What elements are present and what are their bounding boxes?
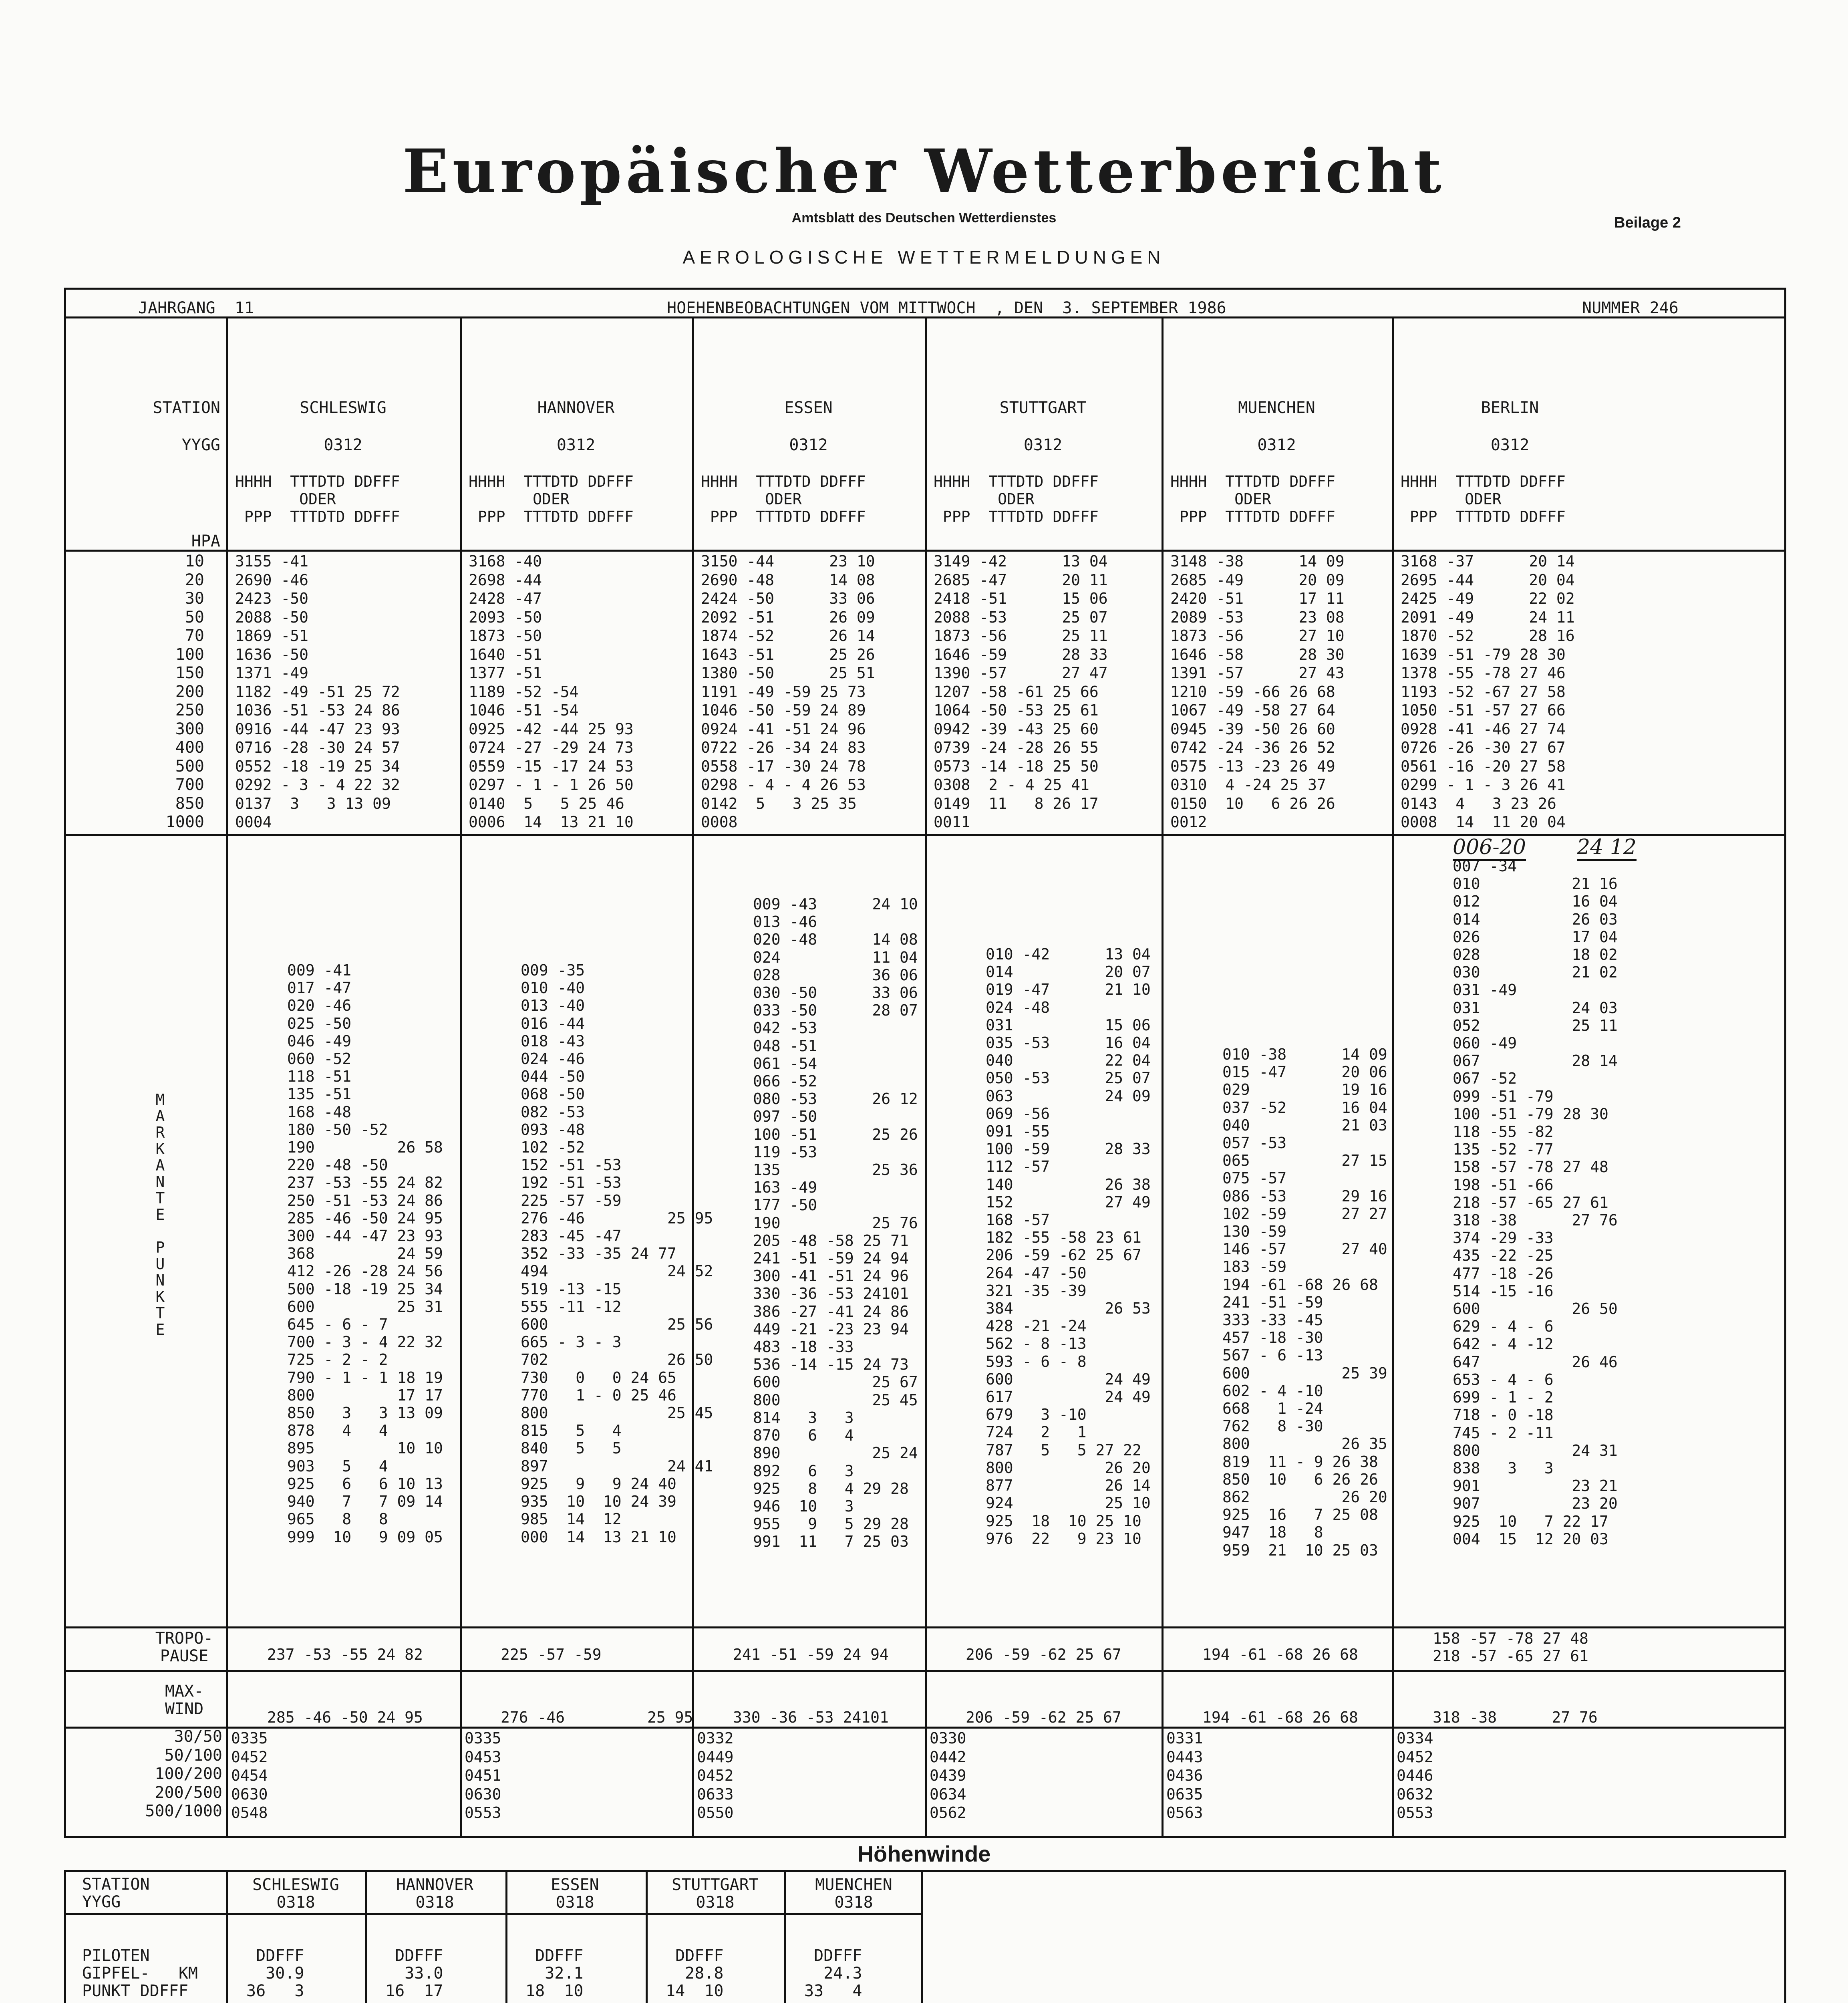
infobar-date: HOEHENBEOBACHTUNGEN VOM MITTWOCH , DEN 3. SEPTEMBER 1986 <box>667 299 1226 317</box>
handwritten-correction-wind: 24 12 <box>1577 835 1637 861</box>
maxwind-values: 330 -36 -53 24101 <box>733 1709 889 1726</box>
row-divider <box>64 1670 1786 1672</box>
markante-punkte-label: M A R K A N T E P U N K T E <box>155 1091 165 1338</box>
layer-thickness-values: 0334 0452 0446 0632 0553 <box>1397 1729 1433 1822</box>
maxwind-label: MAX- WIND <box>165 1682 204 1718</box>
station-yygg: 0312 <box>324 436 362 454</box>
tropopause-values: 237 -53 -55 24 82 <box>267 1646 423 1663</box>
column-header: HHHH TTTDTD DDFFF ODER PPP TTTDTD DDFFF <box>235 473 400 526</box>
significant-levels: 007 -34 010 21 16 012 16 04 014 26 03 026 17 04 028 18 02 030 21 02 031 -49 031 24 03 052 25 11 060 -49 067 28 14 067 -52 099 -51 -79 100 -51 -79 28 30 118 -55 -82 135 -52 -77 158 -57 -78 27 48 198 -51 -66 218 -57 -65 27 61 318 -38 27 76 374 -29 -33 435 -22 -25 477 -18 -26 514 -15 -16 600 26 50 629 - 4 - 6 642 - 4 -12 647 26 46 653 - 4 - 6 699 - 1 - 2 718 - 0 -18 745 - 2 -11 800 24 31 838 3 3 901 23 21 907 23 20 925 10 7 22 17 004 15 12 20 03 <box>1453 857 1618 1548</box>
tropopause-values: 194 -61 -68 26 68 <box>1202 1646 1358 1663</box>
station-name: HANNOVER <box>537 399 615 417</box>
column-divider <box>1162 316 1164 1838</box>
hw-station-yygg: 0318 <box>834 1893 873 1912</box>
station-name: SCHLESWIG <box>300 399 387 417</box>
layer-thickness-values: 0331 0443 0436 0635 0563 <box>1166 1729 1203 1822</box>
column-divider <box>226 316 228 1838</box>
row-divider <box>64 1727 1786 1729</box>
standard-levels: 3149 -42 13 04 2685 -47 20 11 2418 -51 15 06 2088 -53 25 07 1873 -56 25 11 1646 -59 28 33 1390 -57 27 47 1207 -58 -61 25 66 1064 -50 -53 25 61 0942 -39 -43 25 60 0739 -24 -28 26 55 0573 -14 -18 25 50 0308 2 - 4 25 41 0149 11 8 26 17 0011 <box>934 552 1108 831</box>
handwritten-correction: 006-20 <box>1453 835 1526 861</box>
station-name: BERLIN <box>1481 399 1539 417</box>
station-yygg: 0312 <box>789 436 828 454</box>
yygg-label: YYGG <box>181 436 220 454</box>
hw-station-name: MUENCHEN <box>815 1876 892 1894</box>
hw-piloten-label: PILOTEN GIPFEL- KM PUNKT DDFFF <box>82 1947 198 2000</box>
hw-station-yygg: 0318 <box>556 1893 594 1912</box>
standard-levels: 3150 -44 23 10 2690 -48 14 08 2424 -50 33 06 2092 -51 26 09 1874 -52 26 14 1643 -51 25 26 1380 -50 25 51 1191 -49 -59 25 73 1046 -50 -59 24 89 0924 -41 -51 24 96 0722 -26 -34 24 83 0558 -17 -30 24 78 0298 - 4 - 4 26 53 0142 5 3 25 35 0008 <box>701 552 875 831</box>
significant-levels: 009 -41 017 -47 020 -46 025 -50 046 -49 060 -52 118 -51 135 -51 168 -48 180 -50 -52 190 26 58 220 -48 -50 237 -53 -55 24 82 250 -51 -53 24 86 285 -46 -50 24 95 300 -44 -47 23 93 368 24 59 412 -26 -28 24 56 500 -18 -19 25 34 600 25 31 645 - 6 - 7 700 - 3 - 4 22 32 725 - 2 - 2 790 - 1 - 1 18 19 800 17 17 850 3 3 13 09 878 4 4 895 10 10 903 5 4 925 6 6 10 13 940 7 7 09 14 965 8 8 999 10 9 09 05 <box>287 961 443 1546</box>
hw-station-yygg: 0318 <box>276 1893 315 1912</box>
tropopause-values: 206 -59 -62 25 67 <box>966 1646 1121 1663</box>
column-header: HHHH TTTDTD DDFFF ODER PPP TTTDTD DDFFF <box>701 473 866 526</box>
hw-station-yygg: 0318 <box>415 1893 454 1912</box>
page-subtitle: Amtsblatt des Deutschen Wetterdienstes <box>791 210 1057 226</box>
maxwind-values: 276 -46 25 95 <box>501 1709 693 1726</box>
hw-station-name: ESSEN <box>551 1876 599 1894</box>
tropopause-values: 158 -57 -78 27 48 218 -57 -65 27 61 <box>1433 1630 1588 1665</box>
column-header: HHHH TTTDTD DDFFF ODER PPP TTTDTD DDFFF <box>1401 473 1566 526</box>
station-name: ESSEN <box>784 399 833 417</box>
hw-station-yygg: 0318 <box>696 1893 735 1912</box>
station-yygg: 0312 <box>1023 436 1063 454</box>
maxwind-values: 194 -61 -68 26 68 <box>1202 1709 1358 1726</box>
row-divider <box>64 1626 1786 1628</box>
layer-thickness-values: 0335 0453 0451 0630 0553 <box>465 1729 501 1822</box>
station-label: STATION <box>153 399 220 417</box>
hw-station-label: STATION YYGG <box>82 1875 150 1911</box>
layer-thickness-labels: 30/50 50/100 100/200 200/500 500/1000 <box>145 1727 222 1820</box>
beilage-label: Beilage 2 <box>1614 214 1681 231</box>
standard-levels: 3155 -41 2690 -46 2423 -50 2088 -50 1869 -51 1636 -50 1371 -49 1182 -49 -51 25 72 1036 -51 -53 24 86 0916 -44 -47 23 93 0716 -28 -30 24 57 0552 -18 -19 25 34 0292 - 3 - 4 22 32 0137 3 3 13 09 0004 <box>235 552 400 831</box>
hpa-levels: 10 20 30 50 70 100 150 200 250 300 400 500 700 850 1000 <box>165 552 204 831</box>
hw-row-divider <box>64 1913 921 1915</box>
standard-levels: 3148 -38 14 09 2685 -49 20 09 2420 -51 17 11 2089 -53 23 08 1873 -56 27 10 1646 -58 28 30 1391 -57 27 43 1210 -59 -66 26 68 1067 -49 -58 27 64 0945 -39 -50 26 60 0742 -24 -36 26 52 0575 -13 -23 26 49 0310 4 -24 25 37 0150 10 6 26 26 0012 <box>1170 552 1345 831</box>
maxwind-values: 285 -46 -50 24 95 <box>267 1709 423 1726</box>
tropopause-values: 241 -51 -59 24 94 <box>733 1646 889 1663</box>
infobar-nummer: NUMMER 246 <box>1582 299 1679 317</box>
hw-pilot-summit: DDFFF 30.9 36 3 <box>246 1947 304 2000</box>
tropopause-label: TROPO- PAUSE <box>155 1629 213 1665</box>
layer-thickness-values: 0335 0452 0454 0630 0548 <box>231 1729 268 1822</box>
station-name: MUENCHEN <box>1238 399 1315 417</box>
maxwind-values: 318 -38 27 76 <box>1433 1709 1598 1726</box>
section-title: AEROLOGISCHE WETTERMELDUNGEN <box>682 247 1166 268</box>
row-divider <box>64 550 1786 552</box>
standard-levels: 3168 -37 20 14 2695 -44 20 04 2425 -49 22 02 2091 -49 24 11 1870 -52 28 16 1639 -51 -79 28 30 1378 -55 -78 27 46 1193 -52 -67 27 58 1050 -51 -57 27 66 0928 -41 -46 27 74 0726 -26 -30 27 67 0561 -16 -20 27 58 0299 - 1 - 3 26 41 0143 4 3 23 26 0008 14 11 20 04 <box>1401 552 1575 831</box>
station-yygg: 0312 <box>556 436 596 454</box>
column-divider <box>460 316 462 1838</box>
significant-levels: 010 -38 14 09 015 -47 20 06 029 19 16 037 -52 16 04 040 21 03 057 -53 065 27 15 075 -57 086 -53 29 16 102 -59 27 27 130 -59 146 -57 27 40 183 -59 194 -61 -68 26 68 241 -51 -59 333 -33 -45 457 -18 -30 567 - 6 -13 600 25 39 602 - 4 -10 668 1 -24 762 8 -30 800 26 35 819 11 - 9 26 38 850 10 6 26 26 862 26 20 925 16 7 25 08 947 18 8 959 21 10 25 03 <box>1222 1046 1387 1559</box>
hw-pilot-summit: DDFFF 24.3 33 4 <box>804 1947 862 2000</box>
column-divider <box>1392 316 1394 1838</box>
station-yygg: 0312 <box>1490 436 1530 454</box>
column-header: HHHH TTTDTD DDFFF ODER PPP TTTDTD DDFFF <box>469 473 634 526</box>
standard-levels: 3168 -40 2698 -44 2428 -47 2093 -50 1873 -50 1640 -51 1377 -51 1189 -52 -54 1046 -51 -54 0925 -42 -44 25 93 0724 -27 -29 24 73 0559 -15 -17 24 53 0297 - 1 - 1 26 50 0140 5 5 25 46 0006 14 13 21 10 <box>469 552 634 831</box>
page-title: Europäischer Wetterbericht <box>403 136 1445 207</box>
hw-pilot-summit: DDFFF 33.0 16 17 <box>385 1947 443 2000</box>
infobar-jahrgang: JAHRGANG 11 <box>138 299 254 317</box>
significant-levels: 009 -43 24 10 013 -46 020 -48 14 08 024 11 04 028 36 06 030 -50 33 06 033 -50 28 07 042 -53 048 -51 061 -54 066 -52 080 -53 26 12 097 -50 100 -51 25 26 119 -53 135 25 36 163 -49 177 -50 190 25 76 205 -48 -58 25 71 241 -51 -59 24 94 300 -41 -51 24 96 330 -36 -53 24101 386 -27 -41 24 86 449 -21 -23 23 94 483 -18 -33 536 -14 -15 24 73 600 25 67 800 25 45 814 3 3 870 6 4 890 25 24 892 6 3 925 8 4 29 28 946 10 3 955 9 5 29 28 991 11 7 25 03 <box>753 895 918 1551</box>
hw-station-name: SCHLESWIG <box>252 1876 339 1894</box>
tropopause-values: 225 -57 -59 <box>501 1646 602 1663</box>
layer-thickness-values: 0332 0449 0452 0633 0550 <box>697 1729 734 1822</box>
station-name: STUTTGART <box>999 399 1087 417</box>
layer-thickness-values: 0330 0442 0439 0634 0562 <box>930 1729 966 1822</box>
hw-station-name: STUTTGART <box>672 1876 759 1894</box>
column-divider <box>925 316 927 1838</box>
station-yygg: 0312 <box>1257 436 1296 454</box>
hw-pilot-summit: DDFFF 28.8 14 10 <box>666 1947 724 2000</box>
significant-levels: 010 -42 13 04 014 20 07 019 -47 21 10 024 -48 031 15 06 035 -53 16 04 040 22 04 050 -53 25 07 063 24 09 069 -56 091 -55 100 -59 28 33 112 -57 140 26 38 152 27 49 168 -57 182 -55 -58 23 61 206 -59 -62 25 67 264 -47 -50 321 -35 -39 384 26 53 428 -21 -24 562 - 8 -13 593 - 6 - 8 600 24 49 617 24 49 679 3 -10 724 2 1 787 5 5 27 22 800 26 20 877 26 14 924 25 10 925 18 10 25 10 976 22 9 23 10 <box>986 945 1151 1548</box>
hw-pilot-summit: DDFFF 32.1 18 10 <box>525 1947 584 2000</box>
hw-station-name: HANNOVER <box>396 1876 473 1894</box>
significant-levels: 009 -35 010 -40 013 -40 016 -44 018 -43 024 -46 044 -50 068 -50 082 -53 093 -48 102 -52 152 -51 -53 192 -51 -53 225 -57 -59 276 -46 25 95 283 -45 -47 352 -33 -35 24 77 494 24 52 519 -13 -15 555 -11 -12 600 25 56 665 - 3 - 3 702 26 50 730 0 0 24 65 770 1 - 0 25 46 800 25 45 815 5 4 840 5 5 897 24 41 925 9 9 24 40 935 10 10 24 39 985 14 12 000 14 13 21 10 <box>521 961 713 1546</box>
column-header: HHHH TTTDTD DDFFF ODER PPP TTTDTD DDFFF <box>934 473 1099 526</box>
row-divider <box>64 834 1786 836</box>
hoehenwinde-title: Höhenwinde <box>857 1841 991 1866</box>
maxwind-values: 206 -59 -62 25 67 <box>966 1709 1121 1726</box>
hpa-label: HPA <box>191 532 220 550</box>
column-header: HHHH TTTDTD DDFFF ODER PPP TTTDTD DDFFF <box>1170 473 1335 526</box>
